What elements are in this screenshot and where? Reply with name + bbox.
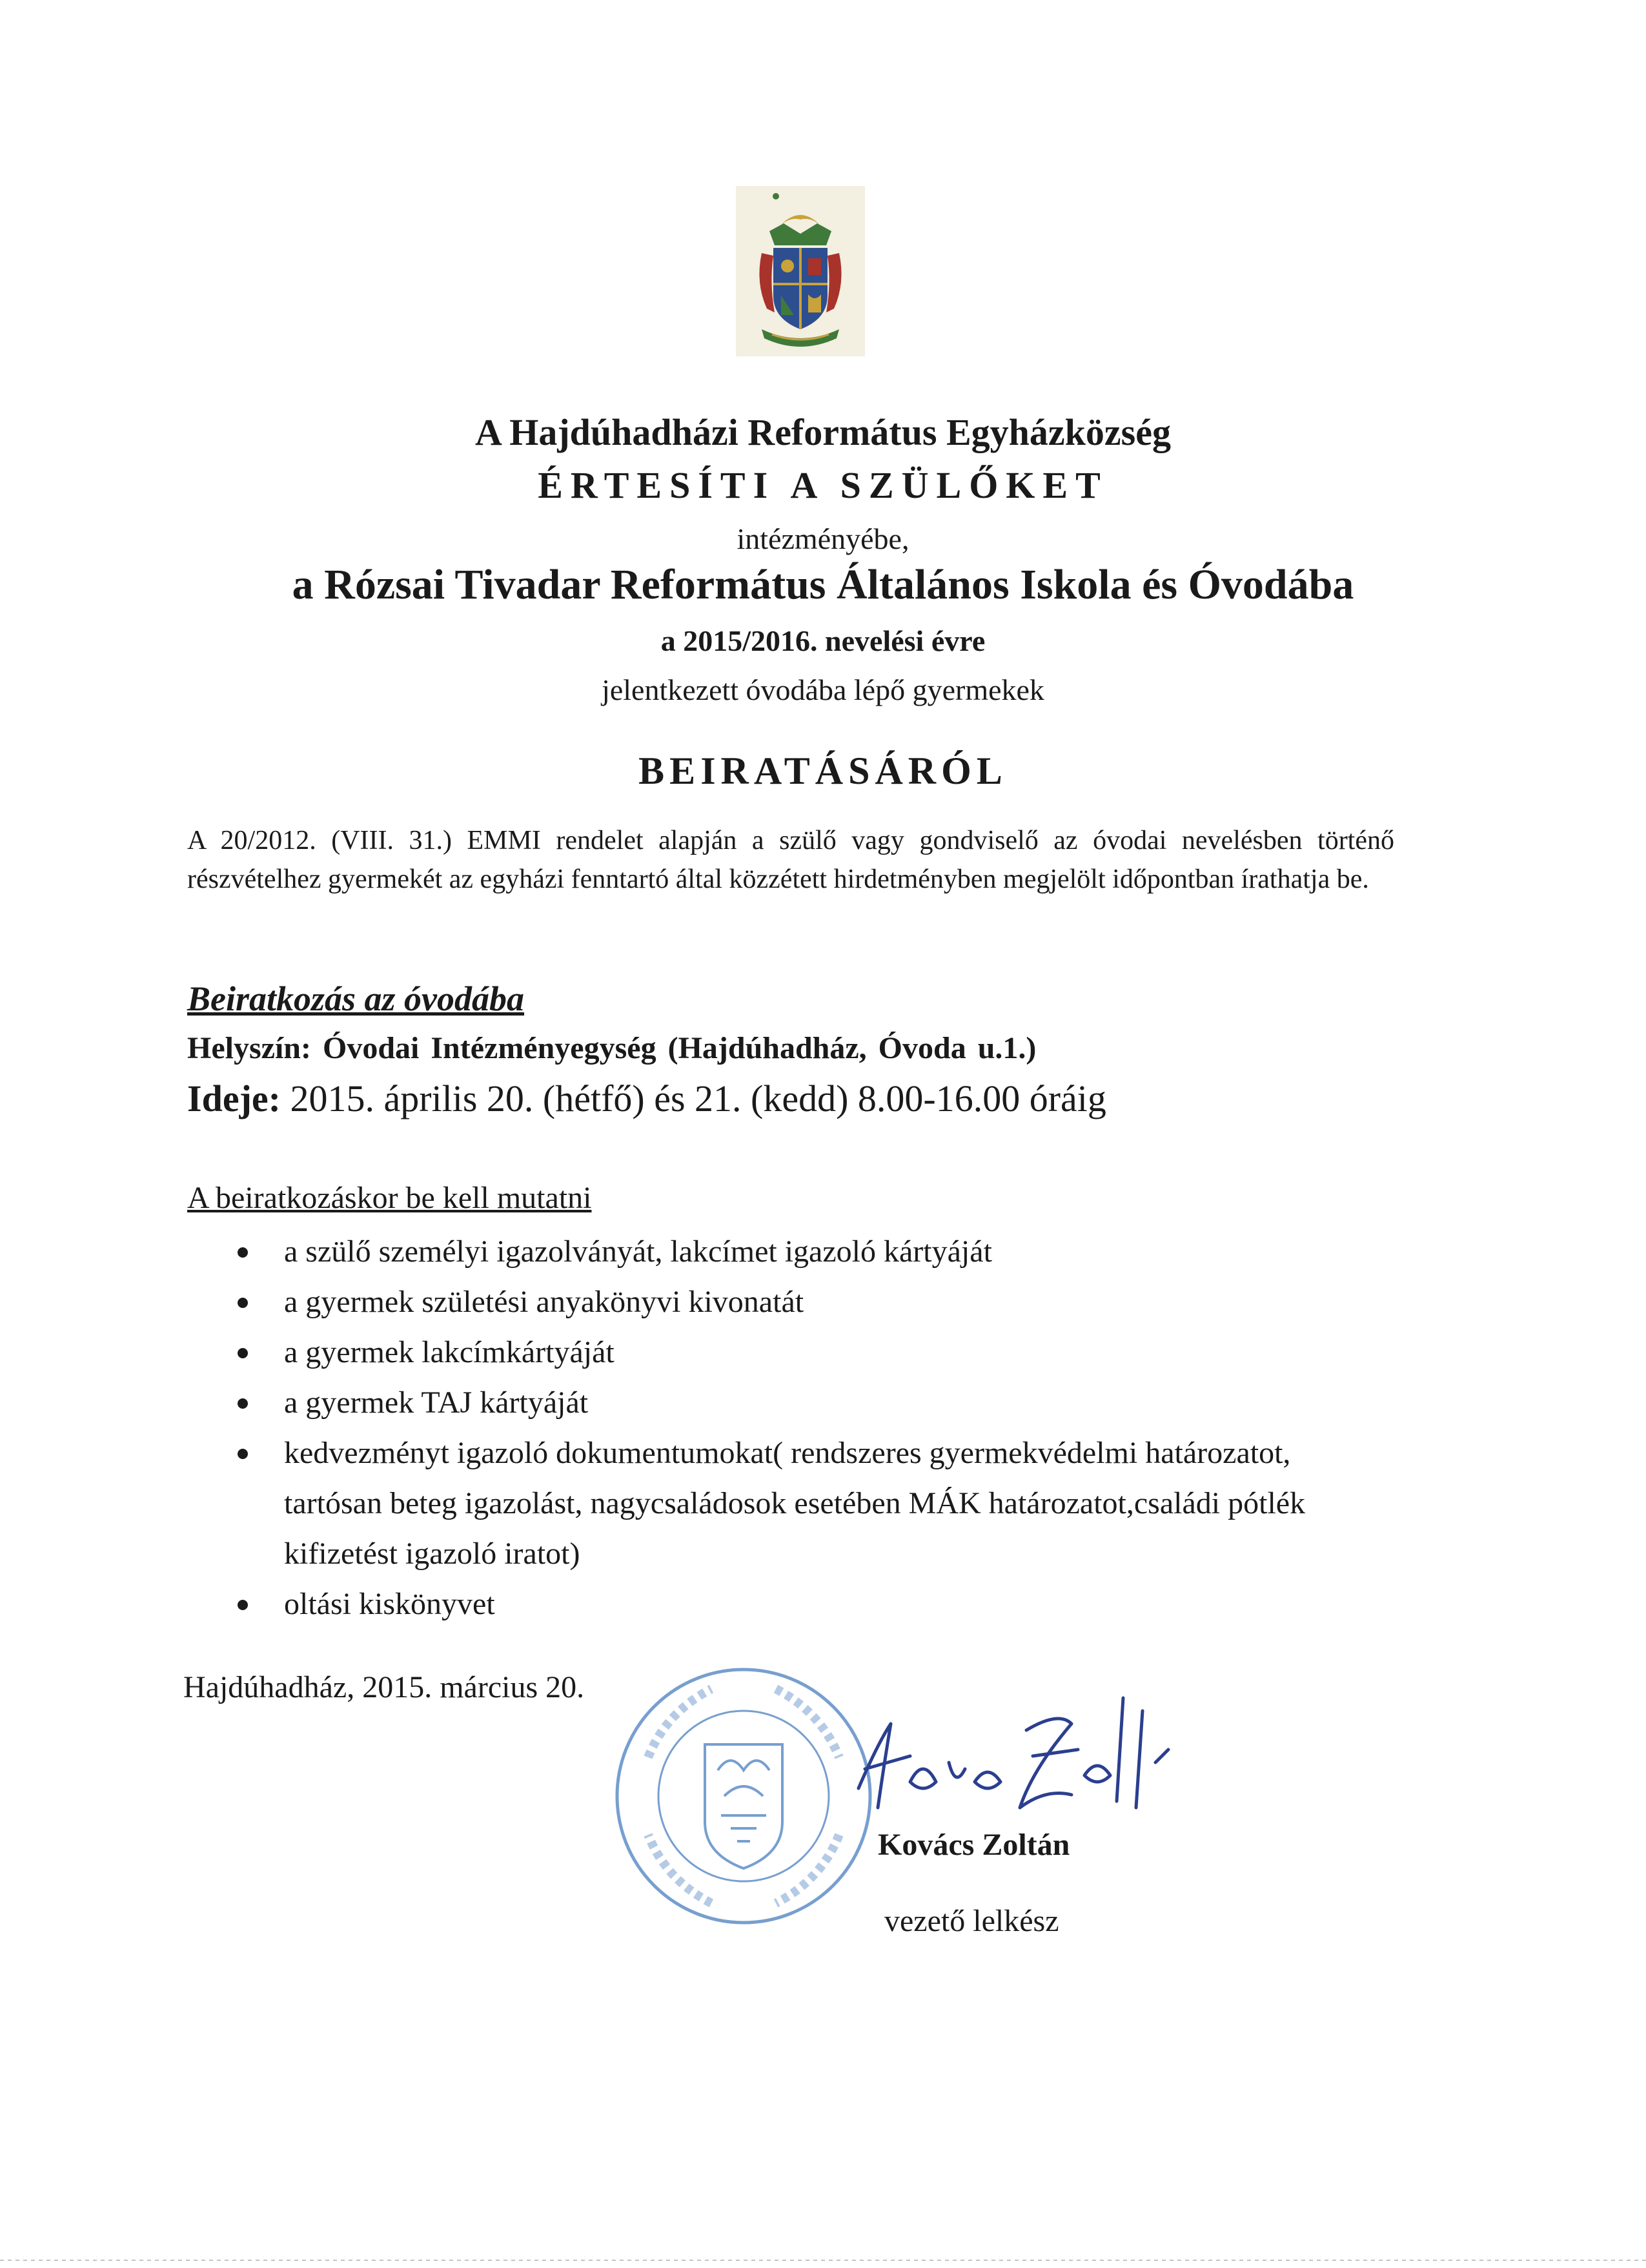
list-item <box>232 1277 1394 1327</box>
list-item <box>232 1327 1394 1378</box>
enrollment-section-title: Beiratkozás az óvodába <box>187 979 525 1018</box>
enrollment-time-label: Ideje: <box>187 1078 281 1119</box>
bullet-icon <box>238 1298 248 1308</box>
place-and-date: Hajdúhadház, 2015. március 20. <box>183 1670 585 1704</box>
enrollment-time <box>187 1077 1106 1120</box>
requirements-title: A beiratkozáskor be kell mutatni <box>187 1181 592 1215</box>
church-seal-stamp <box>608 1660 879 1932</box>
notify-heading: ÉRTESÍTI A SZÜLŐKET <box>538 464 1108 506</box>
enrollment-place: Helyszín: Óvodai Intézményegység (Hajdúhadház, Óvoda u.1.) <box>187 1031 1037 1065</box>
enrollment-heading: BEIRATÁSÁRÓL <box>638 750 1008 792</box>
list-item-text: a gyermek TAJ kártyáját <box>284 1385 589 1420</box>
institution-intro: intézményébe, <box>737 522 909 555</box>
signer-name: Kovács Zoltán <box>878 1828 1070 1862</box>
bullet-icon <box>238 1398 248 1409</box>
list-item-text: kedvezményt igazoló dokumentumokat( rendszeres gyermekvédelmi határozatot, tartósan beteg igazolást, nagycsaládosok esetében MÁK határozatot,családi pótlék kifizetést igazoló iratot) <box>284 1436 1306 1571</box>
signer-title: vezető lelkész <box>884 1904 1059 1938</box>
list-item-text: a gyermek születési anyakönyvi kivonatát <box>284 1285 804 1319</box>
list-item <box>232 1579 1394 1629</box>
organization-heading: A Hajdúhadházi Református Egyházközség <box>475 411 1171 453</box>
handwritten-signature <box>839 1685 1175 1827</box>
bullet-icon <box>238 1449 248 1459</box>
bullet-icon <box>238 1600 248 1610</box>
scan-edge-line <box>0 2260 1646 2261</box>
list-item <box>232 1227 1394 1277</box>
list-item-text: a szülő személyi igazolványát, lakcímet igazoló kártyáját <box>284 1234 992 1269</box>
requirements-list <box>232 1227 1394 1629</box>
list-item-text: a gyermek lakcímkártyáját <box>284 1335 615 1369</box>
list-item-text: oltási kiskönyvet <box>284 1587 495 1621</box>
intro-paragraph: A 20/2012. (VIII. 31.) EMMI rendelet alapján a szülő vagy gondviselő az óvodai nevelésben történő részvételhez gyermekét az egyházi fenntartó által közzétett hirdetményben megjelölt időpontban írathatja be. <box>187 826 1394 894</box>
enrollment-time-value: 2015. április 20. (hétfő) és 21. (kedd) 8.00-16.00 óráig <box>280 1078 1106 1119</box>
bullet-icon <box>238 1348 248 1358</box>
school-name: a Rózsai Tivadar Református Általános Iskola és Óvodába <box>292 561 1354 608</box>
bullet-icon <box>238 1247 248 1258</box>
school-year: a 2015/2016. nevelési évre <box>660 624 986 657</box>
list-item <box>232 1378 1394 1428</box>
applied-children-text: jelentkezett óvodába lépő gyermekek <box>602 673 1044 706</box>
coat-of-arms-icon <box>736 186 865 356</box>
list-item <box>232 1428 1394 1579</box>
